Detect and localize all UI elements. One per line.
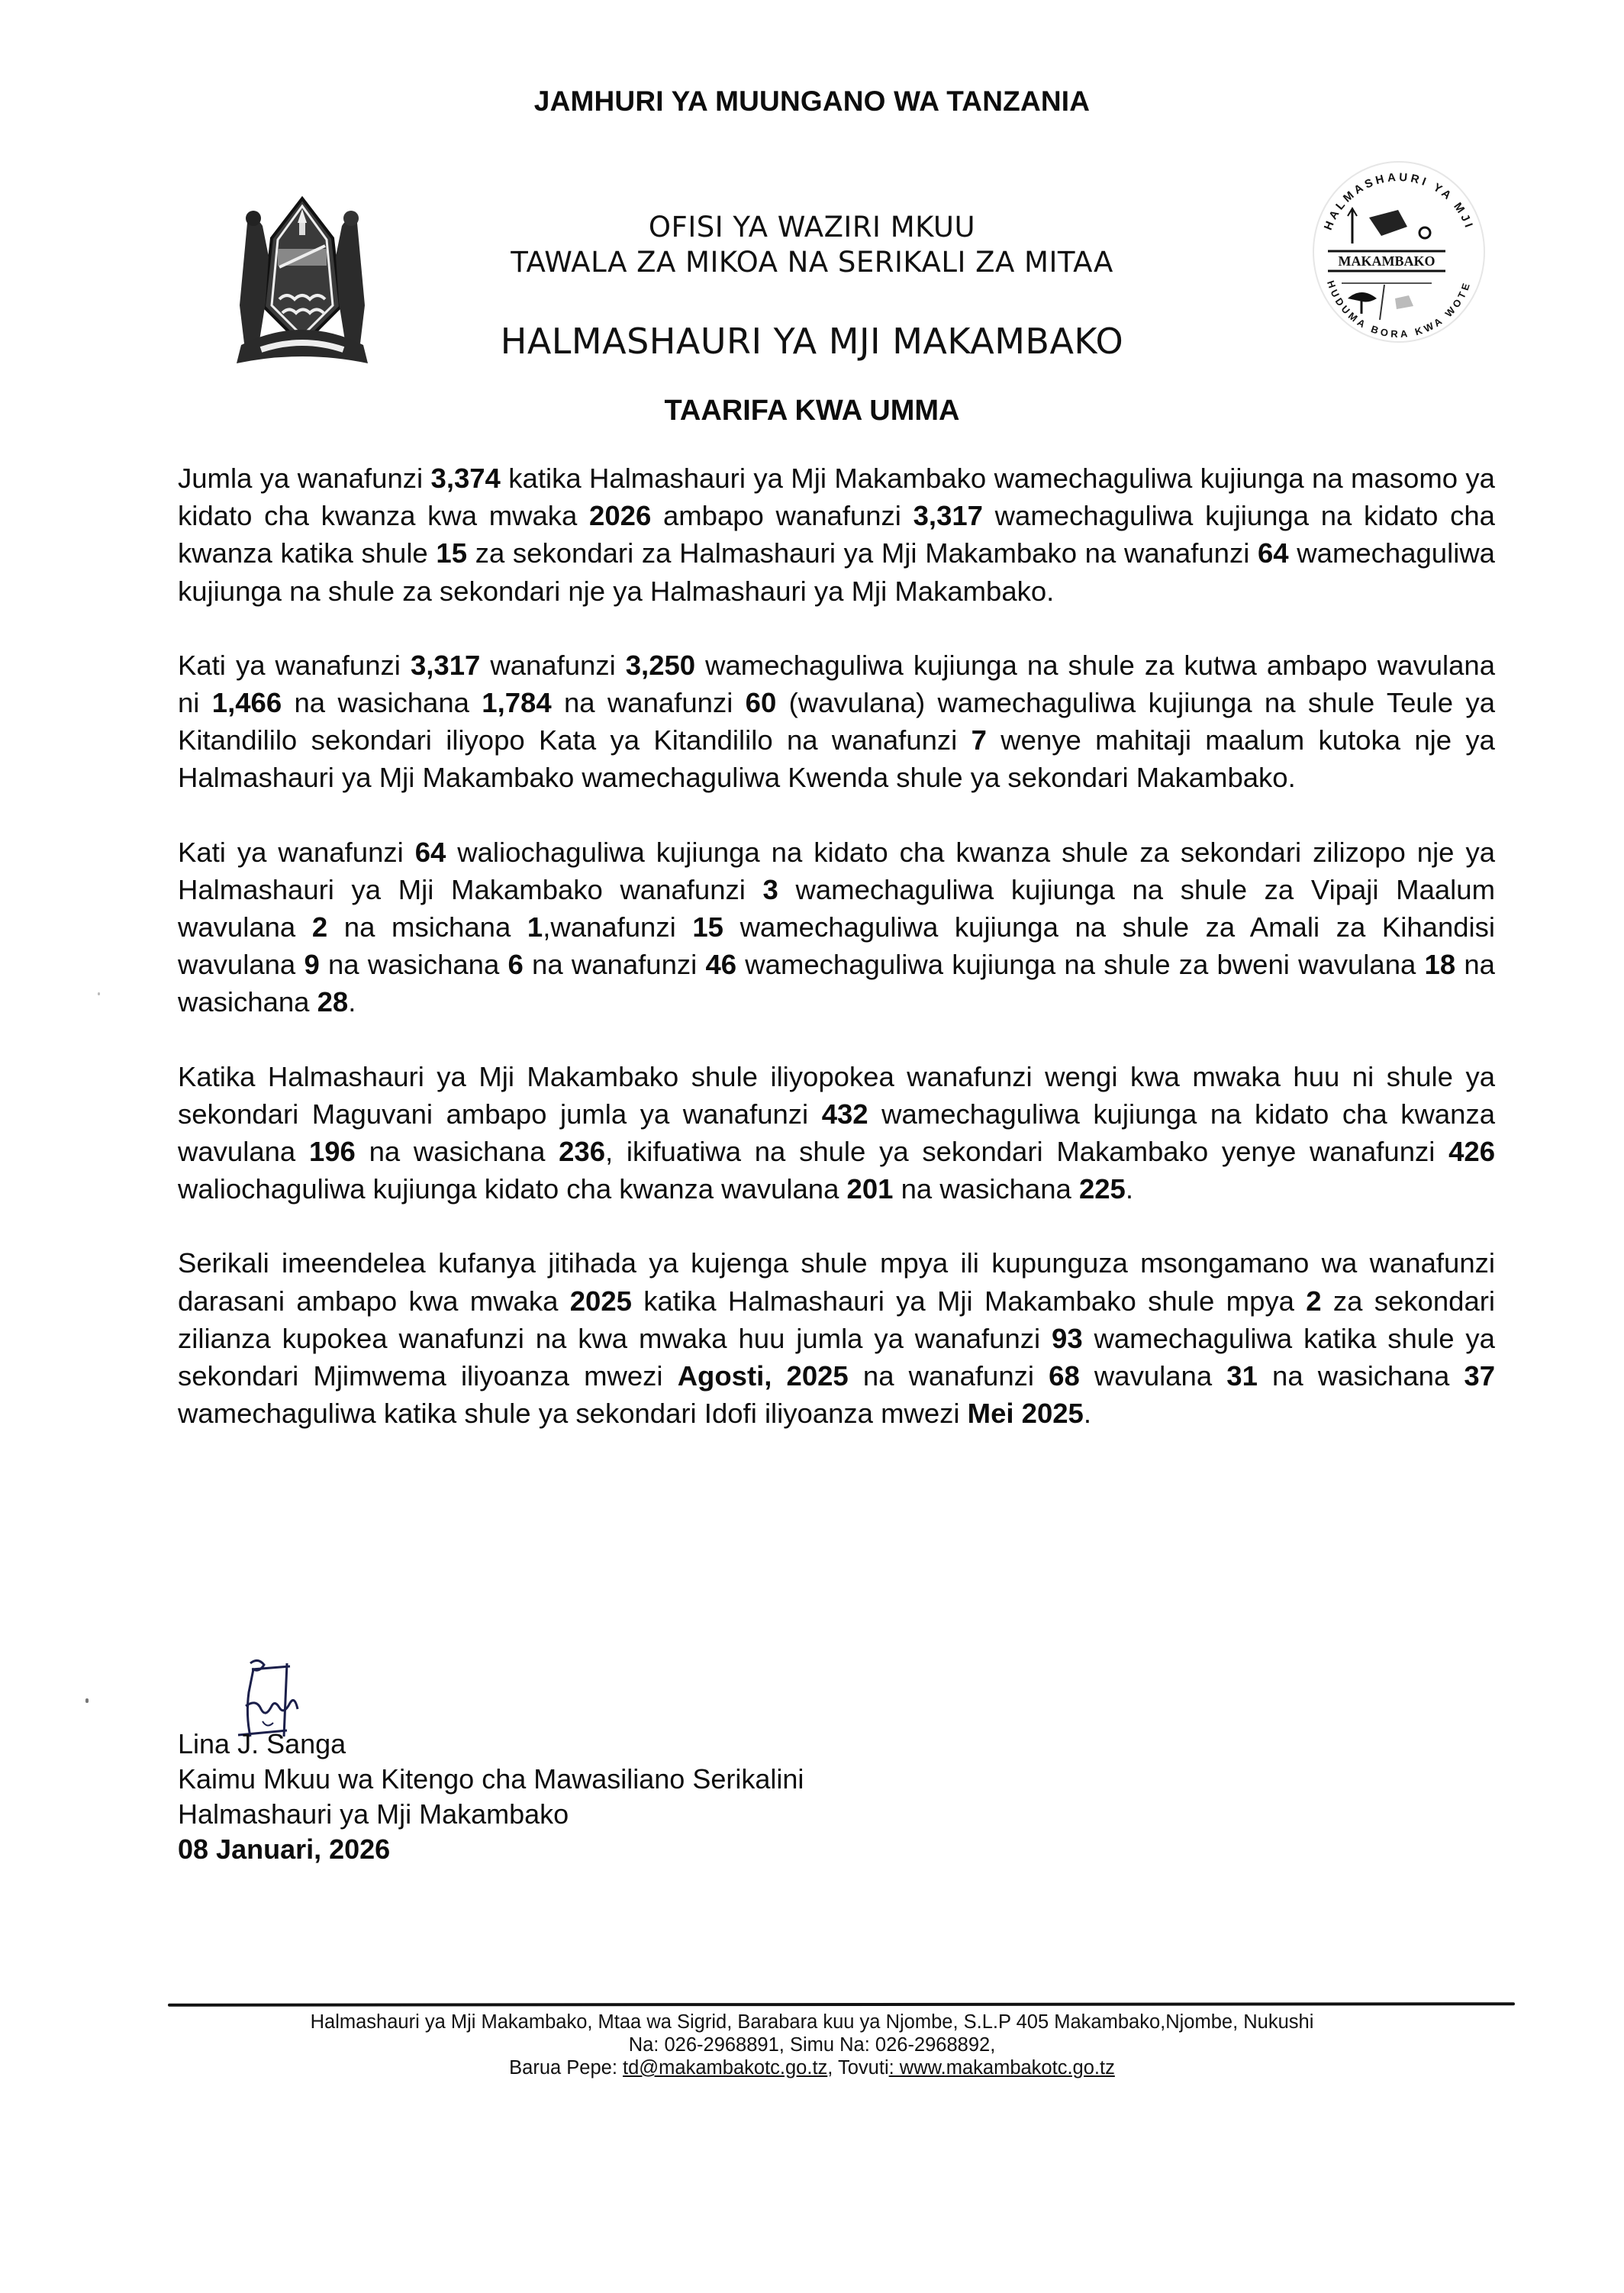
highlighted-figure: 3 (762, 873, 778, 905)
paragraph (178, 460, 1495, 610)
separator: , (827, 2057, 838, 2079)
paragraph (178, 834, 1495, 1021)
seal-center-text: MAKAMBAKO (1338, 253, 1436, 269)
paragraph-text: Katika Halmashauri ya Mji Makambako shule iliyopokea wanafunzi wengi kwa mwaka huu ni shule ya sekondari Maguvani ambapo jumla ya wanafunzi (178, 1060, 1495, 1130)
paragraph-text: , ikifuatiwa na shule ya sekondari Makambako yenye wanafunzi (605, 1136, 1449, 1168)
highlighted-figure: 2026 (589, 500, 652, 532)
paragraph-text: na wanafunzi (523, 949, 706, 981)
signatory-block (178, 1727, 804, 1867)
highlighted-figure: 9 (304, 949, 320, 981)
paragraph-text: Serikali imeendelea kufanya jitihada ya kujenga shule mpya ili kupunguza msongamano wa wanafunzi darasani ambapo kwa mwaka (178, 1247, 1495, 1317)
highlighted-figure: 93 (1052, 1322, 1083, 1354)
paragraph (178, 647, 1495, 797)
paragraph-text: na wanafunzi (848, 1360, 1049, 1392)
paragraph-text: Jumla ya wanafunzi (178, 463, 431, 494)
paragraph-text: katika Halmashauri ya Mji Makambako wamechaguliwa kujiunga na masomo ya kidato cha kwanza kwa mwaka (178, 463, 1495, 532)
paragraph-text: wamechaguliwa katika shule ya sekondari Idofi iliyoanza mwezi (178, 1398, 968, 1430)
footer-divider (168, 2002, 1515, 2007)
highlighted-figure: 2 (311, 911, 328, 943)
highlighted-figure: Mei 2025 (967, 1398, 1084, 1430)
highlighted-figure: 68 (1049, 1360, 1080, 1392)
paragraph-text: na wasichana (178, 949, 1495, 1018)
highlighted-figure: 64 (414, 836, 446, 868)
press-release-body (178, 460, 1495, 1469)
highlighted-figure: 1,784 (482, 687, 552, 719)
paragraph-text: na wanafunzi (551, 687, 746, 719)
highlighted-figure: 18 (1424, 949, 1456, 981)
website-label: Tovuti (838, 2057, 889, 2079)
paragraph-text: wamechaguliwa kujiunga na shule za kutwa ambapo wavulana ni (178, 649, 1495, 719)
highlighted-figure: 1 (527, 911, 543, 943)
highlighted-figure: 60 (745, 687, 777, 719)
highlighted-figure: 37 (1464, 1360, 1496, 1392)
highlighted-figure: Agosti, 2025 (677, 1360, 849, 1392)
paragraph (178, 1244, 1495, 1432)
paragraph-text: Kati ya wanafunzi (178, 649, 411, 681)
office-line-1: OFISI YA WAZIRI MKUU (648, 211, 976, 243)
paragraph-text: ambapo wanafunzi (651, 500, 914, 532)
paragraph-text: (wavulana) wamechaguliwa kujiunga na shule Teule ya Kitandililo sekondari iliyopo Kata ya Kitandililo na wanafunzi (178, 687, 1495, 756)
paragraph-text: waliochaguliwa kujiunga kidato cha kwanza wavulana (178, 1173, 847, 1205)
highlighted-figure: 1,466 (211, 687, 282, 719)
country-title: JAMHURI YA MUUNGANO WA TANZANIA (533, 85, 1091, 117)
paragraph-text: na wasichana (893, 1173, 1079, 1205)
paragraph-text: wamechaguliwa kujiunga na kidato cha kwanza wavulana (178, 1098, 1496, 1168)
highlighted-figure: 46 (705, 949, 737, 981)
highlighted-figure: 64 (1258, 537, 1289, 569)
release-date: 08 Januari, 2026 (178, 1833, 391, 1865)
paragraph-text: za sekondari zilianza kupokea wanafunzi na kwa mwaka huu jumla ya wanafunzi (178, 1285, 1496, 1354)
paragraph-text: na wasichana (282, 687, 482, 719)
paragraph-text: katika Halmashauri ya Mji Makambako shule mpya (631, 1285, 1307, 1317)
council-name: HALMASHAURI YA MJI MAKAMBAKO (500, 321, 1124, 362)
scan-speck (98, 992, 100, 995)
paragraph-text: wamechaguliwa kujiunga na shule za bweni wavulana (736, 949, 1425, 981)
highlighted-figure: 15 (692, 911, 723, 943)
email-link[interactable]: td@makambakotc.go.tz (623, 2057, 828, 2079)
footer-links (0, 2056, 1624, 2079)
signatory-organization: Halmashauri ya Mji Makambako (178, 1798, 569, 1830)
paragraph-text: . (1125, 1173, 1134, 1205)
highlighted-figure: 7 (971, 724, 987, 756)
paragraph-text: . (1083, 1398, 1092, 1430)
highlighted-figure: 196 (308, 1136, 356, 1168)
highlighted-figure: 3,250 (625, 649, 696, 681)
highlighted-figure: 225 (1078, 1173, 1126, 1205)
paragraph-text: wamechaguliwa kujiunga na kidato cha kwanza katika shule (178, 500, 1495, 569)
highlighted-figure: 28 (317, 986, 349, 1018)
paragraph (178, 1058, 1495, 1208)
website-link[interactable]: : www.makambakotc.go.tz (888, 2057, 1115, 2079)
highlighted-figure: 2025 (569, 1285, 632, 1317)
document-title: TAARIFA KWA UMMA (664, 395, 960, 427)
paragraph-text: wenye mahitaji maalum kutoka nje ya Halmashauri ya Mji Makambako wamechaguliwa Kwenda shule ya sekondari Makambako. (178, 724, 1495, 794)
footer-phone: Na: 026-2968891, Simu Na: 026-2968892, (628, 2034, 996, 2056)
paragraph-text: wamechaguliwa kujiunga na shule za Vipaji Maalum wavulana (178, 873, 1495, 943)
paragraph-text: za sekondari za Halmashauri ya Mji Makambako na wanafunzi (467, 537, 1258, 569)
highlighted-figure: 201 (846, 1173, 894, 1205)
highlighted-figure: 426 (1448, 1136, 1495, 1168)
paragraph-text: wamechaguliwa kujiunga na shule za sekondari nje ya Halmashauri ya Mji Makambako. (178, 537, 1495, 607)
paragraph-text: wanafunzi (480, 649, 626, 681)
signatory-name: Lina J. Sanga (178, 1728, 346, 1759)
highlighted-figure: 432 (821, 1098, 868, 1130)
paragraph-text: Kati ya wanafunzi (178, 836, 415, 868)
paragraph-text: wavulana (1079, 1360, 1227, 1392)
paragraph-text: waliochaguliwa kujiunga na kidato cha kwanza shule za sekondari zilizopo nje ya Halmashauri ya Mji Makambako wanafunzi (178, 836, 1495, 905)
seal-top-text: HALMASHAURI YA MJI (1321, 170, 1477, 232)
paragraph-text: ,wanafunzi (543, 911, 693, 943)
footer-address: Halmashauri ya Mji Makambako, Mtaa wa Sigrid, Barabara kuu ya Njombe, S.L.P 405 Makambako,Njombe, Nukushi (310, 2011, 1314, 2033)
seal-bottom-text: HUDUMA BORA KWA WOTE (1325, 279, 1473, 340)
highlighted-figure: 3,317 (410, 649, 481, 681)
council-seal-icon (1305, 156, 1493, 347)
highlighted-figure: 236 (559, 1136, 606, 1168)
paragraph-text: na wasichana (1257, 1360, 1464, 1392)
highlighted-figure: 3,374 (430, 463, 501, 494)
paragraph-text: na wasichana (319, 949, 508, 981)
svg-text:HUDUMA BORA KWA WOTE (1325, 279, 1473, 340)
highlighted-figure: 31 (1226, 1360, 1258, 1392)
paragraph-text: . (348, 986, 356, 1018)
paragraph-text: na wasichana (355, 1136, 559, 1168)
paragraph-text: na msichana (327, 911, 527, 943)
footer-contact (0, 2011, 1624, 2079)
office-line-2: TAWALA ZA MIKOA NA SERIKALI ZA MITAA (511, 246, 1113, 279)
highlighted-figure: 15 (436, 537, 468, 569)
highlighted-figure: 3,317 (913, 500, 983, 532)
paragraph-text: wamechaguliwa katika shule ya sekondari Mjimwema iliyoanza mwezi (178, 1322, 1495, 1392)
email-label: Barua Pepe: (509, 2057, 624, 2079)
signatory-title: Kaimu Mkuu wa Kitengo cha Mawasiliano Serikalini (178, 1763, 804, 1795)
scan-speck (85, 1698, 89, 1703)
highlighted-figure: 6 (508, 949, 524, 981)
highlighted-figure: 2 (1306, 1285, 1322, 1317)
paragraph-text: wamechaguliwa kujiunga na shule za Amali za Kihandisi wavulana (178, 911, 1496, 981)
